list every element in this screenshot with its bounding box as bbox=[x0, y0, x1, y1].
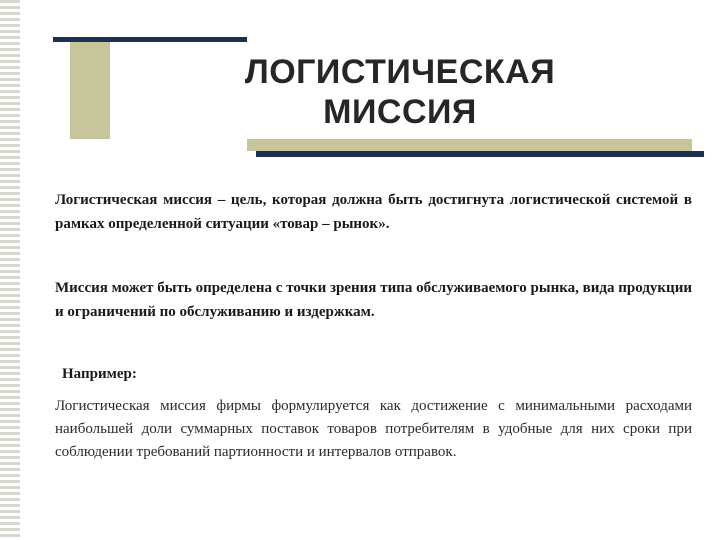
definition-paragraph: Логистическая миссия – цель, которая должна быть достигнута логистической системой в рамках определенной ситуации «товар – рынок». bbox=[55, 192, 692, 232]
title-line-1: ЛОГИСТИЧЕСКАЯ bbox=[244, 53, 556, 91]
striped-sidebar bbox=[0, 0, 20, 540]
title-bottom-rule bbox=[256, 151, 704, 157]
title-left-block bbox=[70, 42, 110, 139]
example-paragraph: Логистическая миссия фирмы формулируется как достижение с минимальными расходами наибольшей доли суммарных поставок товаров потребителям в удобные для них сроки при соблюдении требований партионности и интервалов отправок. bbox=[55, 398, 692, 460]
example-label: Например: bbox=[62, 366, 137, 382]
mission-paragraph: Миссия может быть определена с точки зрения типа обслуживаемого рынка, вида продукции и ограничений по обслуживанию и издержкам. bbox=[55, 280, 692, 320]
slide-title bbox=[150, 52, 650, 132]
title-bottom-block bbox=[247, 139, 692, 151]
title-line-2: МИССИЯ bbox=[323, 93, 477, 131]
